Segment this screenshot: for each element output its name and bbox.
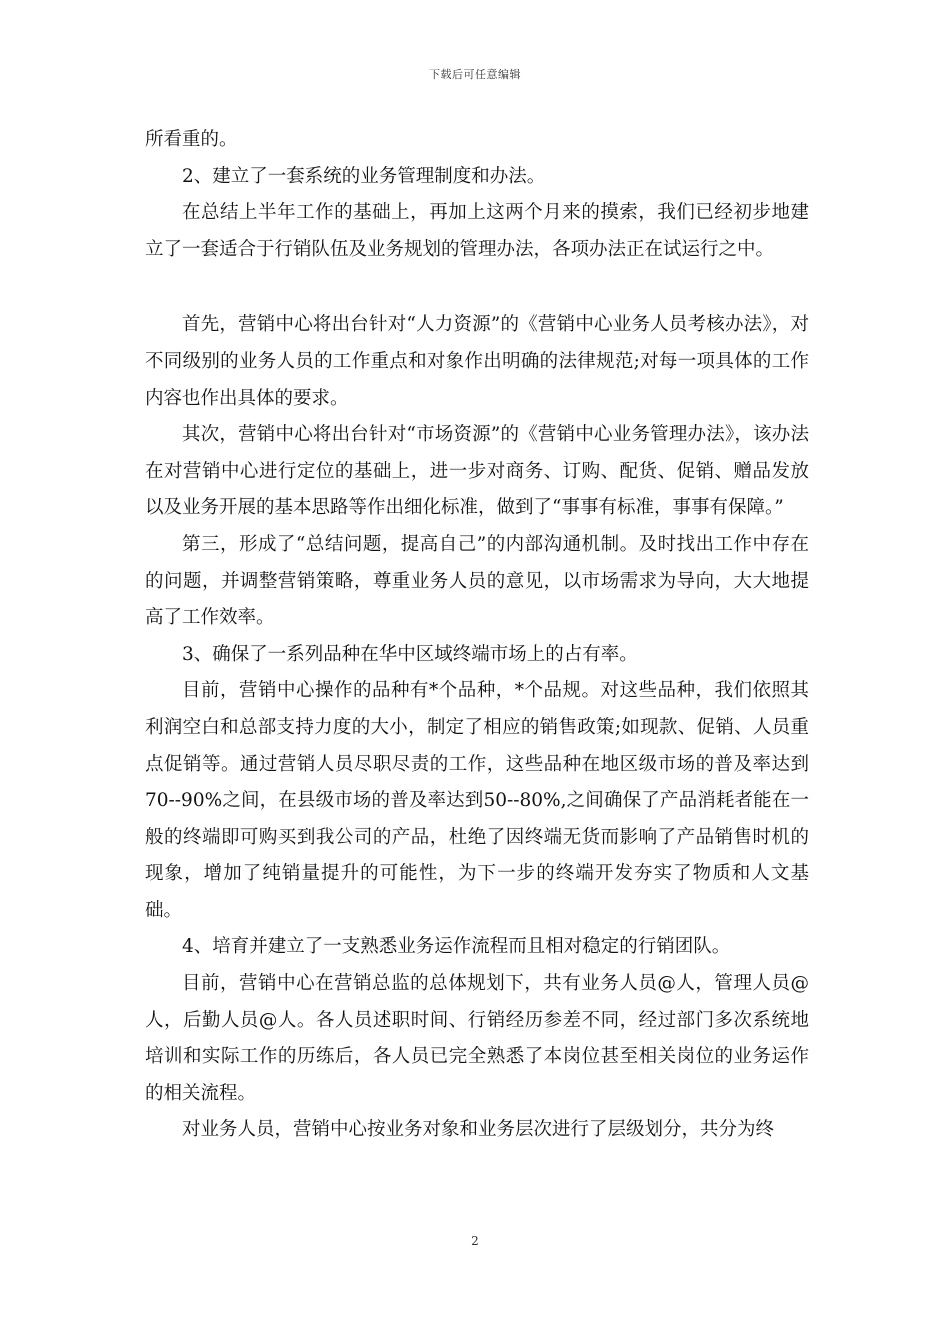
paragraph: 在总结上半年工作的基础上，再加上这两个月来的摸索，我们已经初步地建立了一套适合于行销队伍及业务规划的管理办法，各项办法正在试运行之中。 bbox=[145, 202, 809, 260]
paragraph: 第三，形成了“总结问题，提高自己”的内部沟通机制。及时找出工作中存在的问题，并调整营销策略，尊重业务人员的意见，以市场需求为导向，大大地提高了工作效率。 bbox=[145, 533, 809, 629]
section-heading-2: 2、建立了一套系统的业务管理制度和办法。 bbox=[182, 165, 546, 187]
section-heading-3: 3、确保了一系列品种在华中区域终端市场上的占有率。 bbox=[182, 643, 638, 665]
paragraph: 其次，营销中心将出台针对“市场资源”的《营销中心业务管理办法》，该办法在对营销中心进行定位的基础上，进一步对商务、订购、配货、促销、赠品发放以及业务开展的基本思路等作出细化标准，做到了“事事有标准，事事有保障。” bbox=[145, 424, 809, 519]
paragraph: 对业务人员，营销中心按业务对象和业务层次进行了层级划分，共分为终 bbox=[182, 1119, 775, 1141]
section-heading-4: 4、培育并建立了一支熟悉业务运作流程而且相对稳定的行销团队。 bbox=[182, 936, 731, 958]
document-body bbox=[145, 122, 809, 1149]
paragraph-continuation: 所看重的。 bbox=[145, 129, 238, 150]
paragraph: 目前，营销中心在营销总监的总体规划下，共有业务人员@人，管理人员@人，后勤人员@人。各人员述职时间、行销经历参差不同，经过部门多次系统地培训和实际工作的历练后，各人员已完全熟悉了本岗位甚至相关岗位的业务运作的相关流程。 bbox=[145, 973, 809, 1104]
paragraph: 目前，营销中心操作的品种有*个品种，*个品规。对这些品种，我们依照其利润空白和总部支持力度的大小，制定了相应的销售政策;如现款、促销、人员重点促销等。通过营销人员尽职尽责的工作，这些品种在地区级市场的普及率达到70--90%之间，在县级市场的普及率达到50--80%,之间确保了产品消耗者能在一般的终端即可购买到我公司的产品，杜绝了因终端无货而影响了产品销售时机的现象，增加了纯销量提升的可能性，为下一步的终端开发夯实了物质和人文基础。 bbox=[145, 680, 809, 921]
page-header: 下载后可任意编辑 bbox=[429, 68, 521, 81]
page-number: 2 bbox=[471, 1234, 479, 1248]
paragraph: 首先，营销中心将出台针对“人力资源”的《营销中心业务人员考核办法》，对不同级别的业务人员的工作重点和对象作出明确的法律规范;对每一项具体的工作内容也作出具体的要求。 bbox=[145, 314, 809, 409]
